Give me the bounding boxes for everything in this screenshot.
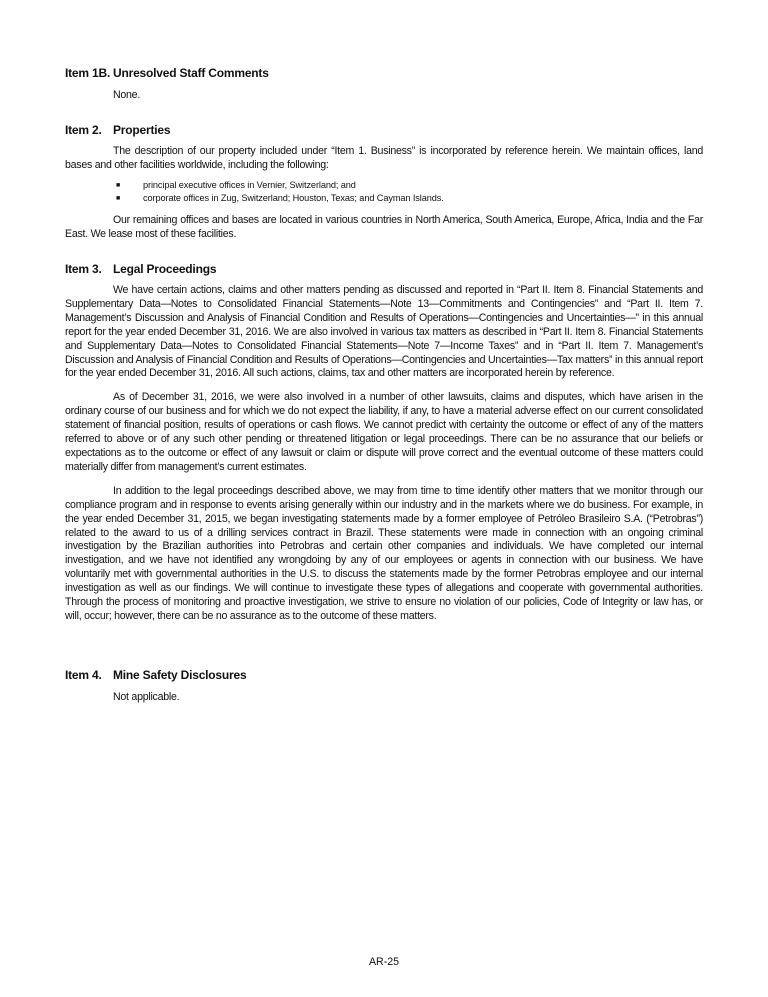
- list-item-text: principal executive offices in Vernier, Switzerland; and: [143, 179, 356, 190]
- section-heading: [65, 66, 703, 80]
- section-heading: [65, 668, 703, 682]
- list-item-text: corporate offices in Zug, Switzerland; Houston, Texas; and Cayman Islands.: [143, 192, 444, 203]
- paragraph: As of December 31, 2016, we were also involved in a number of other lawsuits, claims and disputes, which have arisen in the ordinary course of our business and for which we do not expect the liability, if any, to have a material adverse effect on our current consolidated statement of financial position, results of operations or cash flows. We cannot predict with certainty the outcome or effect of any of the matters referred to above or of any such other pending or threatened litigation or legal proceedings. There can be no assurance that our beliefs or expectations as to the outcome or effect of any lawsuit or claim or dispute will prove correct and the eventual outcome of these matters could materially differ from management’s current estimates.: [65, 391, 703, 473]
- item-number: Item 3.: [65, 262, 102, 276]
- item-title: Legal Proceedings: [113, 262, 217, 276]
- bullet-list: [65, 179, 703, 205]
- item-title: Properties: [113, 123, 171, 137]
- page-number: AR-25: [368, 956, 400, 968]
- section-item-1b: [65, 66, 703, 101]
- paragraph: Our remaining offices and bases are located in various countries in North America, South America, Europe, Africa, India and the Far East. We lease most of these facilities.: [65, 213, 703, 240]
- paragraph: The description of our property included under “Item 1. Business” is incorporated by reference herein. We maintain offices, land bases and other facilities worldwide, including the following:: [65, 145, 703, 171]
- section-heading: [65, 123, 703, 137]
- paragraph: We have certain actions, claims and other matters pending as discussed and reported in “Part II. Item 8. Financial Statements and Supplementary Data—Notes to Consolidated Financial Statements—Note 13—Commitments and Contingencies” and “Part II. Item 7. Management’s Discussion and Analysis of Financial Condition and Results of Operations—Contingencies and Uncertainties—” in this annual report for the year ended December 31, 2016. We are also involved in various tax matters as described in “Part II. Item 8. Financial Statements and Supplementary Data—Notes to Consolidated Financial Statements—Note 7—Income Taxes” and in “Part II. Item 7. Management’s Discussion and Analysis of Financial Condition and Results of Operations—Contingencies and Uncertainties—Tax matters” in this annual report for the year ended December 31, 2016. All such actions, claims, tax and other matters are incorporated herein by reference.: [65, 284, 703, 380]
- bullet-icon: ■: [116, 194, 121, 202]
- section-heading: [65, 262, 703, 276]
- item-number: Item 2.: [65, 123, 102, 137]
- section-item-3: [65, 262, 703, 624]
- item-number: Item 4.: [65, 668, 102, 682]
- bullet-icon: ■: [116, 181, 121, 189]
- item-number: Item 1B.: [65, 66, 111, 80]
- list-item: [65, 179, 703, 192]
- item-title: Mine Safety Disclosures: [113, 668, 247, 682]
- paragraph: In addition to the legal proceedings described above, we may from time to time identify other matters that we monitor through our compliance program and in response to events arising generally within our industry and in the markets where we do business. For example, in the year ended December 31, 2015, we began investigating statements made by a former employee of Petróleo Brasileiro S.A. (“Petrobras”) related to the award to us of a drilling services contract in Brazil. These statements were made in connection with an ongoing criminal investigation by the Brazilian authorities into Petrobras and certain other companies and individuals. We have completed our internal investigation, and we have not identified any wrongdoing by any of our employees or agents in connection with our business. We have voluntarily met with governmental authorities in the U.S. to discuss the statements made by the former Petrobras employee and our internal investigation as well as our findings. We will continue to investigate these types of allegations and cooperate with governmental authorities. Through the process of monitoring and proactive investigation, we strive to ensure no violation of our policies, Code of Integrity or law has, or will, occur; however, there can be no assurance as to the outcome of these matters.: [65, 484, 703, 622]
- section-body: None.: [113, 89, 141, 101]
- section-item-2: [65, 123, 703, 242]
- section-body: Not applicable.: [113, 691, 180, 703]
- list-item: [65, 192, 703, 205]
- item-title: Unresolved Staff Comments: [113, 66, 269, 80]
- section-item-4: [65, 668, 703, 703]
